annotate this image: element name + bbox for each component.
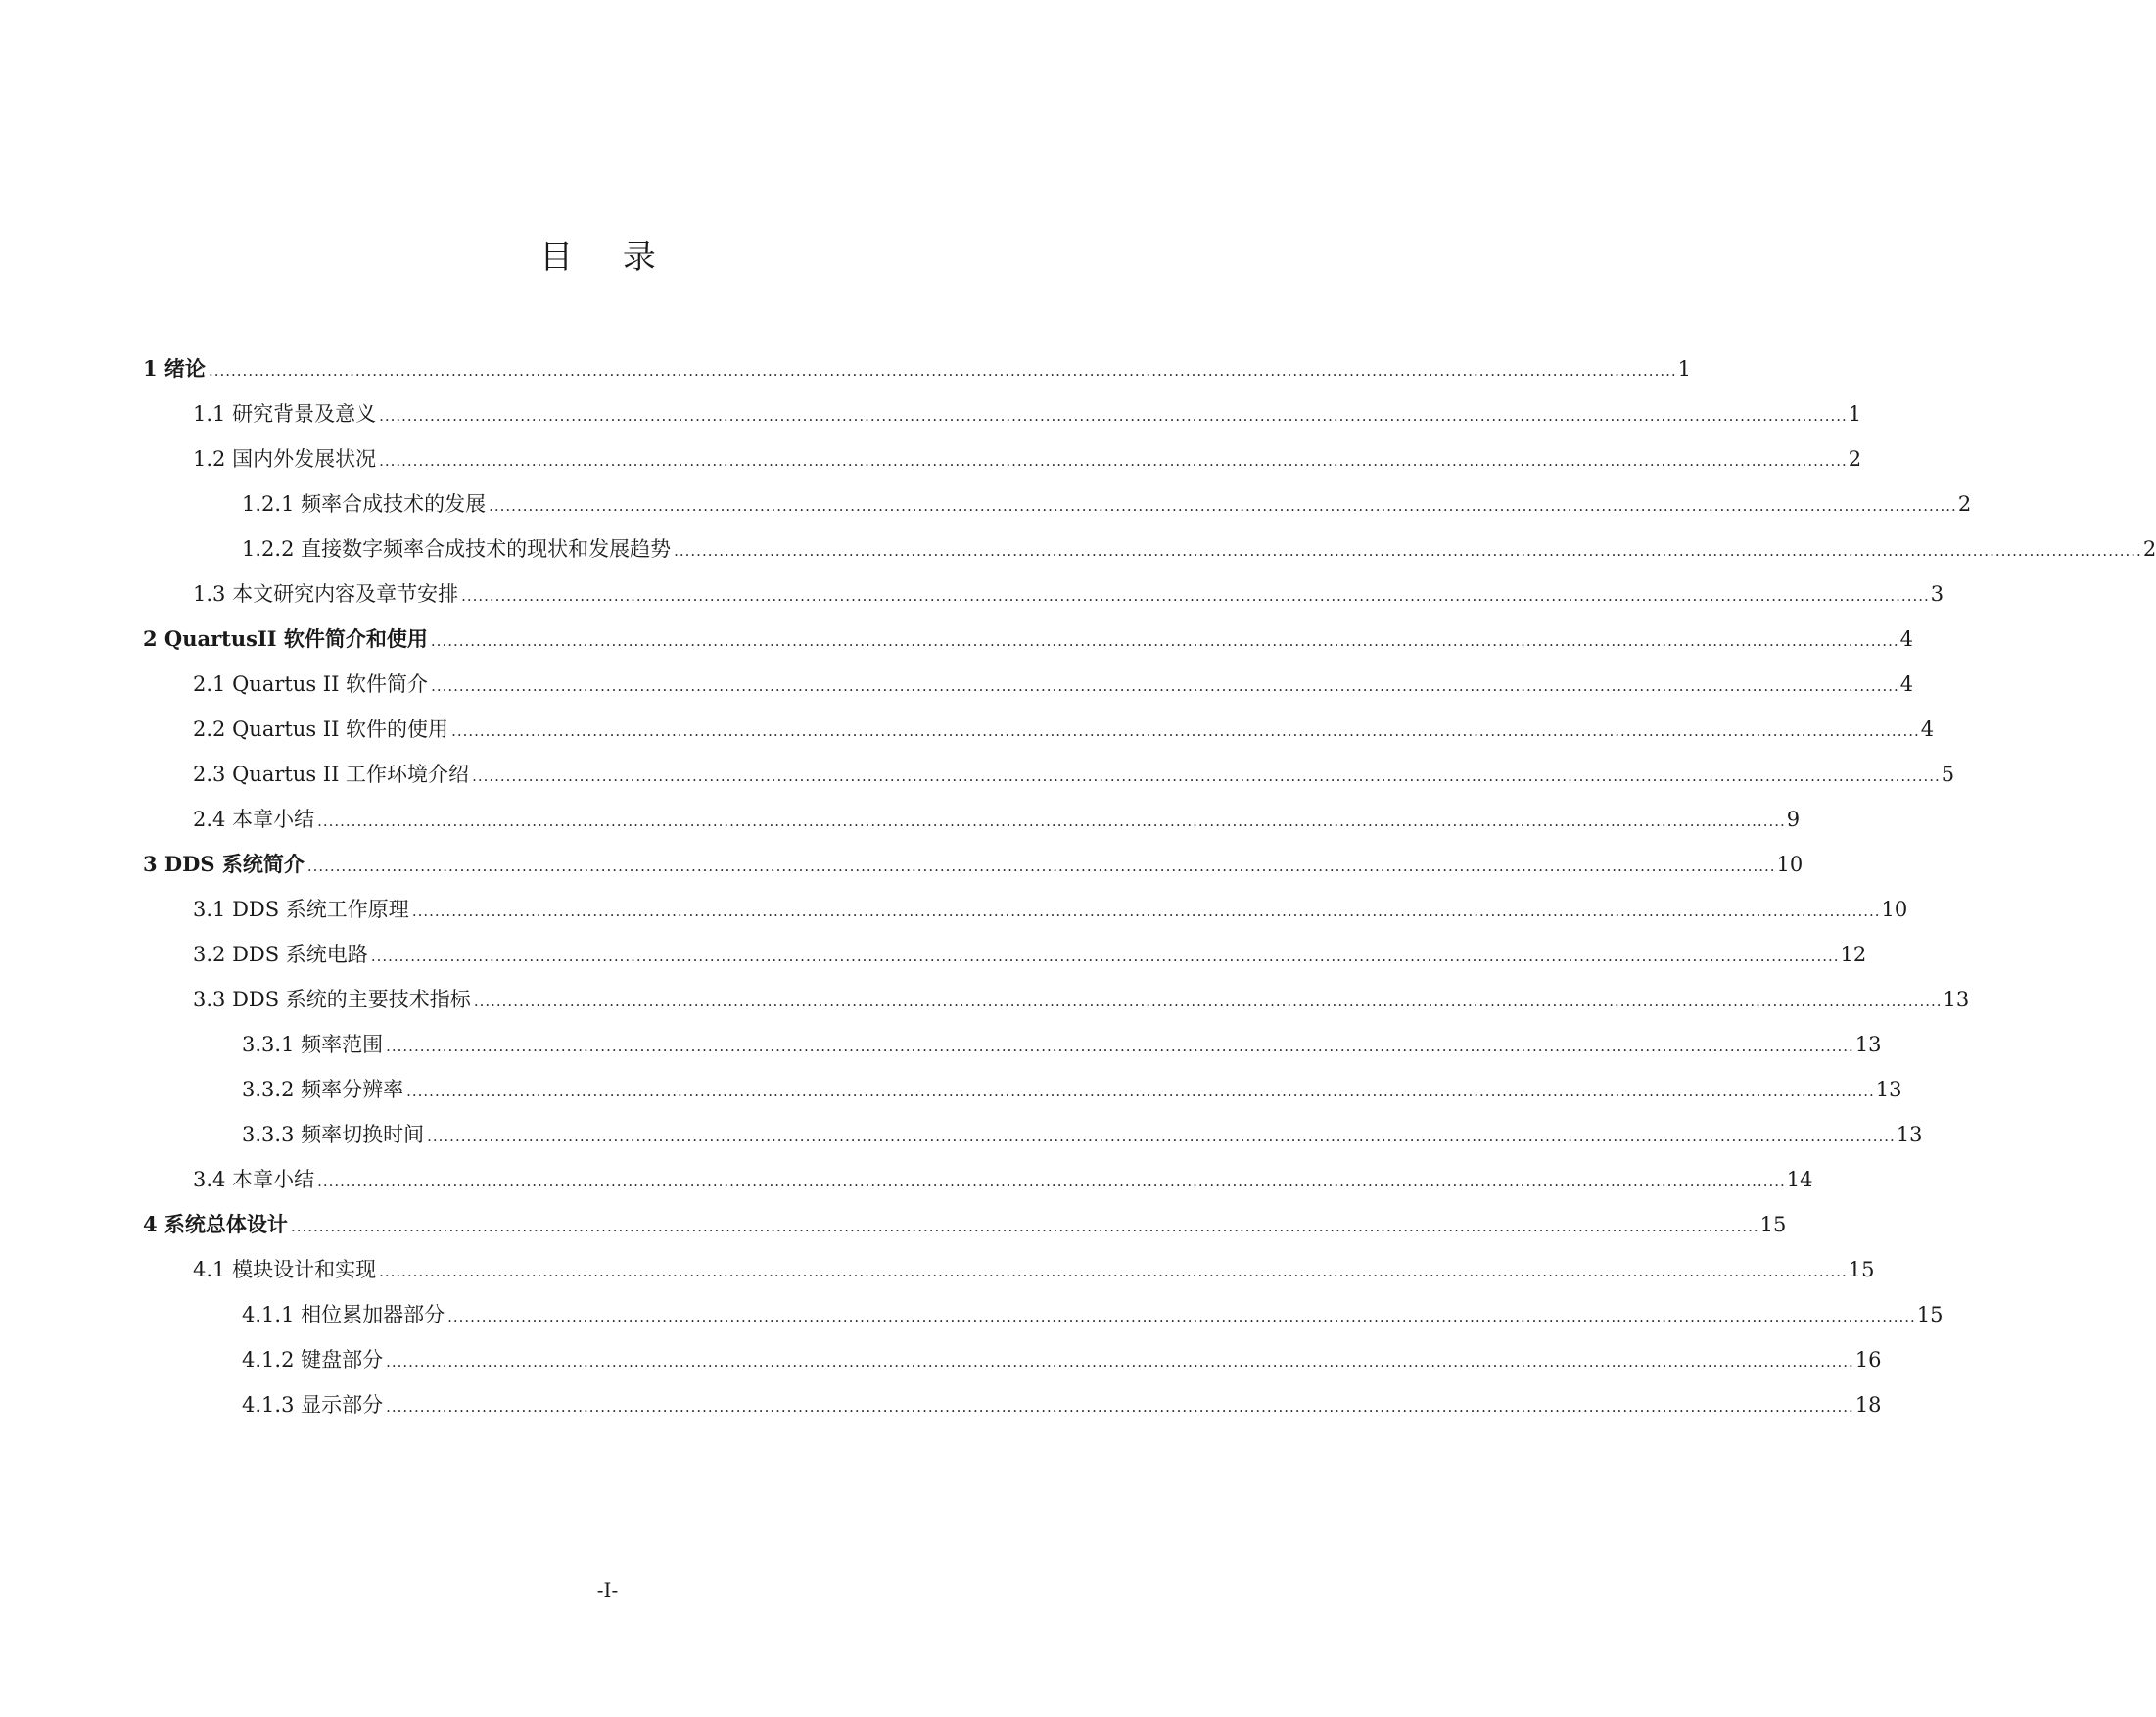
toc-dot-leader: ....................................................................................................................................................................................................................................................................	[317, 1173, 1786, 1190]
toc-entry-label: 1.2 国内外发展状况	[193, 447, 377, 471]
toc-entry-label: 1.3 本文研究内容及章节安排	[193, 582, 459, 606]
toc-entry[interactable]	[242, 487, 1972, 522]
toc-dot-leader: ....................................................................................................................................................................................................................................................................	[430, 632, 1899, 650]
toc-entry-page-number: 12	[1840, 943, 1867, 966]
toc-dot-leader: ....................................................................................................................................................................................................................................................................	[386, 1398, 1854, 1415]
toc-entry[interactable]	[242, 1117, 1923, 1152]
toc-entry[interactable]	[193, 802, 1801, 837]
toc-dot-leader: ....................................................................................................................................................................................................................................................................	[306, 858, 1776, 875]
toc-dot-leader: ....................................................................................................................................................................................................................................................................	[406, 1083, 1875, 1100]
toc-entry-label: 3.2 DDS 系统电路	[193, 943, 368, 966]
toc-entry-page-number: 4	[1920, 718, 1935, 741]
toc-entry-label: 1.2.1 频率合成技术的发展	[242, 492, 487, 516]
toc-entry-label: 3.1 DDS 系统工作原理	[193, 898, 409, 921]
toc-dot-leader: ....................................................................................................................................................................................................................................................................	[379, 1263, 1848, 1280]
toc-entry-label: 2.2 Quartus II 软件的使用	[193, 718, 449, 741]
toc-entry-page-number: 13	[1943, 988, 1970, 1011]
page-title: 目 录	[539, 238, 676, 277]
page-number: -I-	[596, 1578, 619, 1601]
toc-dot-leader: ....................................................................................................................................................................................................................................................................	[451, 722, 1920, 740]
toc-entry[interactable]	[242, 532, 2156, 567]
toc-entry-page-number: 1	[1848, 402, 1862, 426]
toc-entry[interactable]	[143, 847, 1804, 882]
toc-dot-leader: ....................................................................................................................................................................................................................................................................	[379, 452, 1848, 470]
toc-entry[interactable]	[193, 441, 1862, 477]
toc-dot-leader: ....................................................................................................................................................................................................................................................................	[411, 903, 1881, 920]
toc-entry-page-number: 3	[1930, 582, 1945, 606]
toc-dot-leader: ....................................................................................................................................................................................................................................................................	[386, 1038, 1854, 1055]
toc-dot-leader: ....................................................................................................................................................................................................................................................................	[489, 497, 1957, 515]
toc-entry-page-number: 2	[2142, 537, 2156, 561]
toc-entry[interactable]	[193, 396, 1862, 432]
toc-entry-label: 1.1 研究背景及意义	[193, 402, 377, 426]
toc-dot-leader: ....................................................................................................................................................................................................................................................................	[379, 407, 1848, 425]
toc-dot-leader: ....................................................................................................................................................................................................................................................................	[447, 1308, 1916, 1325]
toc-entry-page-number: 15	[1759, 1213, 1787, 1236]
toc-entry-label: 4.1 模块设计和实现	[193, 1258, 377, 1281]
toc-entry[interactable]	[242, 1342, 1882, 1377]
toc-dot-leader: ....................................................................................................................................................................................................................................................................	[473, 993, 1943, 1010]
toc-entry[interactable]	[143, 622, 1913, 657]
toc-dot-leader: ....................................................................................................................................................................................................................................................................	[461, 587, 1930, 605]
toc-dot-leader: ....................................................................................................................................................................................................................................................................	[317, 812, 1786, 830]
toc-entry-label: 2.1 Quartus II 软件简介	[193, 673, 429, 696]
toc-entry-page-number: 13	[1896, 1123, 1923, 1146]
toc-entry[interactable]	[193, 712, 1935, 747]
toc-dot-leader: ....................................................................................................................................................................................................................................................................	[427, 1128, 1896, 1145]
toc-entry[interactable]	[193, 667, 1914, 702]
toc-entry-label: 3.3.3 频率切换时间	[242, 1123, 425, 1146]
toc-entry-page-number: 2	[1848, 447, 1862, 471]
toc-entry[interactable]	[143, 1207, 1787, 1242]
toc-entry-label: 3.3.1 频率范围	[242, 1033, 384, 1056]
toc-entry-page-number: 10	[1776, 853, 1804, 876]
toc-entry[interactable]	[193, 757, 1955, 792]
toc-entry-label: 2.3 Quartus II 工作环境介绍	[193, 763, 470, 786]
toc-entry[interactable]	[242, 1027, 1882, 1062]
toc-entry-label: 2.4 本章小结	[193, 808, 315, 831]
toc-entry[interactable]	[193, 1252, 1875, 1287]
toc-entry-page-number: 18	[1854, 1393, 1882, 1416]
toc-entry[interactable]	[242, 1297, 1944, 1332]
toc-entry-page-number: 13	[1875, 1078, 1902, 1101]
toc-entry-label: 1.2.2 直接数字频率合成技术的现状和发展趋势	[242, 537, 672, 561]
toc-entry-page-number: 15	[1916, 1303, 1944, 1326]
toc-entry-label: 2 QuartusII 软件简介和使用	[143, 626, 428, 651]
toc-entry[interactable]	[193, 577, 1945, 612]
toc-entry-page-number: 13	[1854, 1033, 1882, 1056]
toc-entry-page-number: 9	[1786, 808, 1801, 831]
toc-entry-page-number: 1	[1677, 357, 1692, 381]
toc-dot-leader: ....................................................................................................................................................................................................................................................................	[431, 677, 1899, 695]
toc-entry[interactable]	[242, 1072, 1902, 1107]
toc-entry-page-number: 4	[1899, 627, 1913, 651]
toc-entry[interactable]	[242, 1387, 1882, 1422]
toc-entry-label: 4.1.2 键盘部分	[242, 1348, 384, 1371]
toc-dot-leader: ....................................................................................................................................................................................................................................................................	[370, 948, 1840, 965]
toc-entry-page-number: 5	[1941, 763, 1955, 786]
toc-entry-label: 4.1.3 显示部分	[242, 1393, 384, 1416]
toc-entry-label: 4.1.1 相位累加器部分	[242, 1303, 445, 1326]
toc-entry-label: 3.3 DDS 系统的主要技术指标	[193, 988, 471, 1011]
toc-entry[interactable]	[143, 351, 1692, 387]
toc-dot-leader: ....................................................................................................................................................................................................................................................................	[208, 362, 1677, 380]
toc-entry-label: 3.3.2 频率分辨率	[242, 1078, 404, 1101]
toc-entry-page-number: 2	[1957, 492, 1972, 516]
toc-entry-page-number: 4	[1899, 673, 1914, 696]
toc-dot-leader: ....................................................................................................................................................................................................................................................................	[290, 1218, 1759, 1235]
toc-entry[interactable]	[193, 937, 1867, 972]
toc-dot-leader: ....................................................................................................................................................................................................................................................................	[386, 1353, 1854, 1370]
toc-entry-page-number: 10	[1881, 898, 1908, 921]
toc-entry[interactable]	[193, 1162, 1813, 1197]
toc-entry-page-number: 15	[1848, 1258, 1875, 1281]
toc-entry-label: 1 绪论	[143, 356, 206, 381]
toc-entry-label: 3 DDS 系统简介	[143, 852, 305, 876]
toc-entry[interactable]	[193, 892, 1908, 927]
toc-entry-page-number: 16	[1854, 1348, 1882, 1371]
toc-entry-label: 4 系统总体设计	[143, 1212, 288, 1236]
toc-dot-leader: ....................................................................................................................................................................................................................................................................	[472, 767, 1941, 785]
toc-entry[interactable]	[193, 982, 1970, 1017]
toc-dot-leader: ....................................................................................................................................................................................................................................................................	[674, 542, 2142, 560]
toc-entry-page-number: 14	[1786, 1168, 1813, 1191]
toc-entry-label: 3.4 本章小结	[193, 1168, 315, 1191]
